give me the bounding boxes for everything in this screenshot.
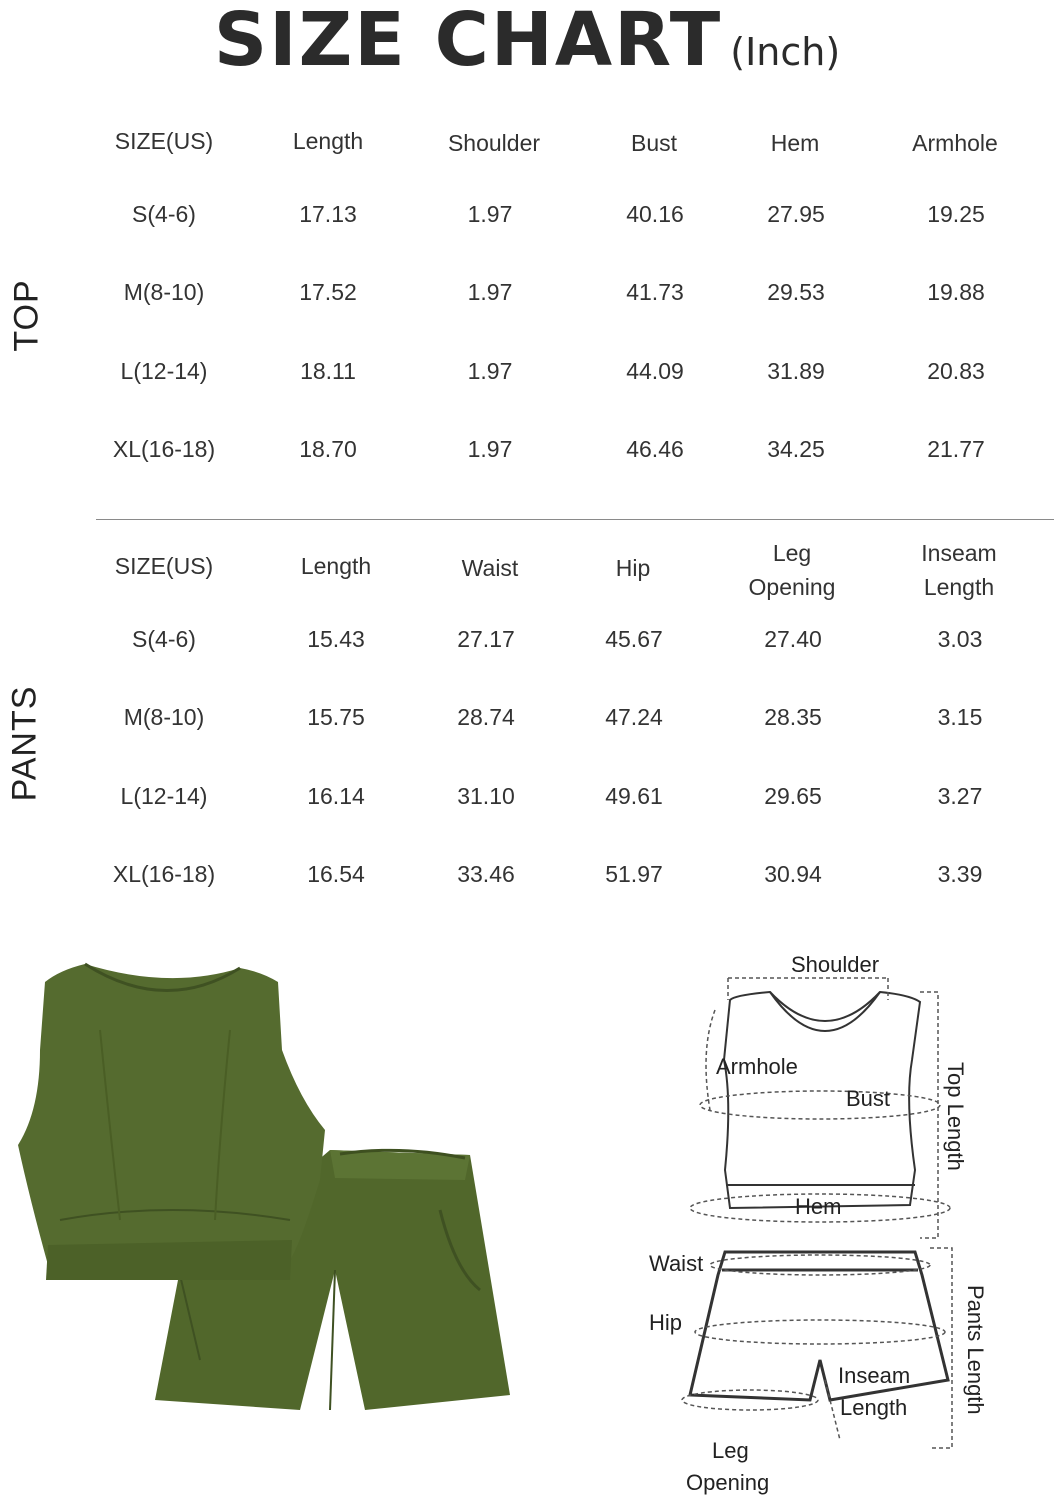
pants-row-m-leg-opening: 28.35 xyxy=(764,704,822,730)
pants-row-l-inseam: 3.27 xyxy=(937,783,983,809)
pants-row-xl-inseam: 3.39 xyxy=(937,861,983,887)
top-row-m-armhole: 19.88 xyxy=(927,279,985,305)
top-row-s-bust: 40.16 xyxy=(626,201,684,227)
diagram-label-bust: Bust xyxy=(846,1086,891,1111)
top-row-m-hem: 29.53 xyxy=(767,279,825,305)
title-main: SIZE CHART xyxy=(213,0,723,83)
top-row-s-size: S(4-6) xyxy=(132,201,196,227)
top-header-bust: Bust xyxy=(630,130,678,156)
pants-row-xl-length: 16.54 xyxy=(307,861,365,887)
diagram-label-top-length: Top Length xyxy=(943,1062,968,1171)
top-row-s-hem: 27.95 xyxy=(767,201,825,227)
pants-header-hip: Hip xyxy=(615,555,651,581)
pants-row-m-length: 15.75 xyxy=(307,704,365,730)
diagram-label-waist: Waist xyxy=(649,1251,704,1276)
top-row-xl-armhole: 21.77 xyxy=(927,436,985,462)
pants-row-l-waist: 31.10 xyxy=(457,783,515,809)
diagram-label-leg-opening: Opening xyxy=(686,1470,770,1495)
pants-row-l-leg-opening: 29.65 xyxy=(764,783,822,809)
title-unit: (Inch) xyxy=(730,30,841,74)
pants-row-s-inseam: 3.03 xyxy=(937,626,983,652)
top-row-l-armhole: 20.83 xyxy=(927,358,985,384)
top-row-xl-size: XL(16-18) xyxy=(112,436,216,462)
pants-row-m-waist: 28.74 xyxy=(457,704,515,730)
measurement-diagram xyxy=(630,940,1054,1500)
top-sketch xyxy=(724,992,920,1208)
top-row-xl-bust: 46.46 xyxy=(626,436,684,462)
top-row-m-bust: 41.73 xyxy=(626,279,684,305)
pants-row-l-hip: 49.61 xyxy=(605,783,663,809)
top-header-hem: Hem xyxy=(770,130,820,156)
diagram-label-leg: Leg xyxy=(712,1438,749,1463)
top-row-xl-length: 18.70 xyxy=(299,436,357,462)
pants-row-m-inseam: 3.15 xyxy=(937,704,983,730)
top-section-label: TOP xyxy=(7,279,46,352)
top-header-armhole: Armhole xyxy=(912,130,998,156)
top-row-s-shoulder: 1.97 xyxy=(467,201,513,227)
pants-header-waist: Waist xyxy=(461,555,519,581)
pants-header-leg-opening: Leg Opening xyxy=(748,540,836,600)
top-row-m-size: M(8-10) xyxy=(123,279,205,305)
product-image xyxy=(0,940,540,1480)
diagram-label-pants-length: Pants Length xyxy=(963,1285,988,1415)
top-row-xl-shoulder: 1.97 xyxy=(467,436,513,462)
top-row-l-shoulder: 1.97 xyxy=(467,358,513,384)
pants-row-xl-hip: 51.97 xyxy=(605,861,663,887)
diagram-label-hip: Hip xyxy=(649,1310,683,1335)
pants-row-m-hip: 47.24 xyxy=(605,704,663,730)
table-divider xyxy=(96,519,1054,520)
pants-header-size: SIZE(US) xyxy=(114,553,214,579)
diagram-label-inseam: Inseam xyxy=(838,1363,911,1388)
top-row-l-hem: 31.89 xyxy=(767,358,825,384)
top-row-s-armhole: 19.25 xyxy=(927,201,985,227)
pants-header-inseam-length: Inseam Length xyxy=(921,540,997,600)
pants-row-l-length: 16.14 xyxy=(307,783,365,809)
diagram-label-inseam-length: Length xyxy=(840,1395,908,1420)
diagram-label-hem: Hem xyxy=(795,1194,842,1219)
top-row-m-length: 17.52 xyxy=(299,279,357,305)
pants-row-s-waist: 27.17 xyxy=(457,626,515,652)
diagram-label-shoulder: Shoulder xyxy=(791,952,880,977)
top-row-xl-hem: 34.25 xyxy=(767,436,825,462)
pants-row-l-size: L(12-14) xyxy=(120,783,208,809)
pants-row-s-leg-opening: 27.40 xyxy=(764,626,822,652)
pants-row-xl-leg-opening: 30.94 xyxy=(764,861,822,887)
pants-row-s-hip: 45.67 xyxy=(605,626,663,652)
pants-section-label: PANTS xyxy=(5,685,44,802)
shorts-measure-lines xyxy=(682,1248,952,1448)
top-row-s-length: 17.13 xyxy=(299,201,357,227)
pants-header-length: Length xyxy=(300,553,372,579)
diagram-label-armhole: Armhole xyxy=(716,1054,798,1079)
top-header-length: Length xyxy=(292,128,364,154)
top-row-l-length: 18.11 xyxy=(300,358,356,384)
top-row-l-bust: 44.09 xyxy=(626,358,684,384)
top-row-l-size: L(12-14) xyxy=(120,358,208,384)
crop-top-shape xyxy=(18,964,325,1280)
pants-row-xl-size: XL(16-18) xyxy=(112,861,216,887)
top-row-m-shoulder: 1.97 xyxy=(467,279,513,305)
product-outfit-illustration xyxy=(0,940,540,1480)
pants-row-s-length: 15.43 xyxy=(307,626,365,652)
size-chart-title xyxy=(0,0,1054,83)
top-header-shoulder: Shoulder xyxy=(447,130,541,156)
pants-row-m-size: M(8-10) xyxy=(123,704,205,730)
pants-row-xl-waist: 33.46 xyxy=(457,861,515,887)
pants-row-s-size: S(4-6) xyxy=(132,626,196,652)
top-header-size: SIZE(US) xyxy=(114,128,214,154)
